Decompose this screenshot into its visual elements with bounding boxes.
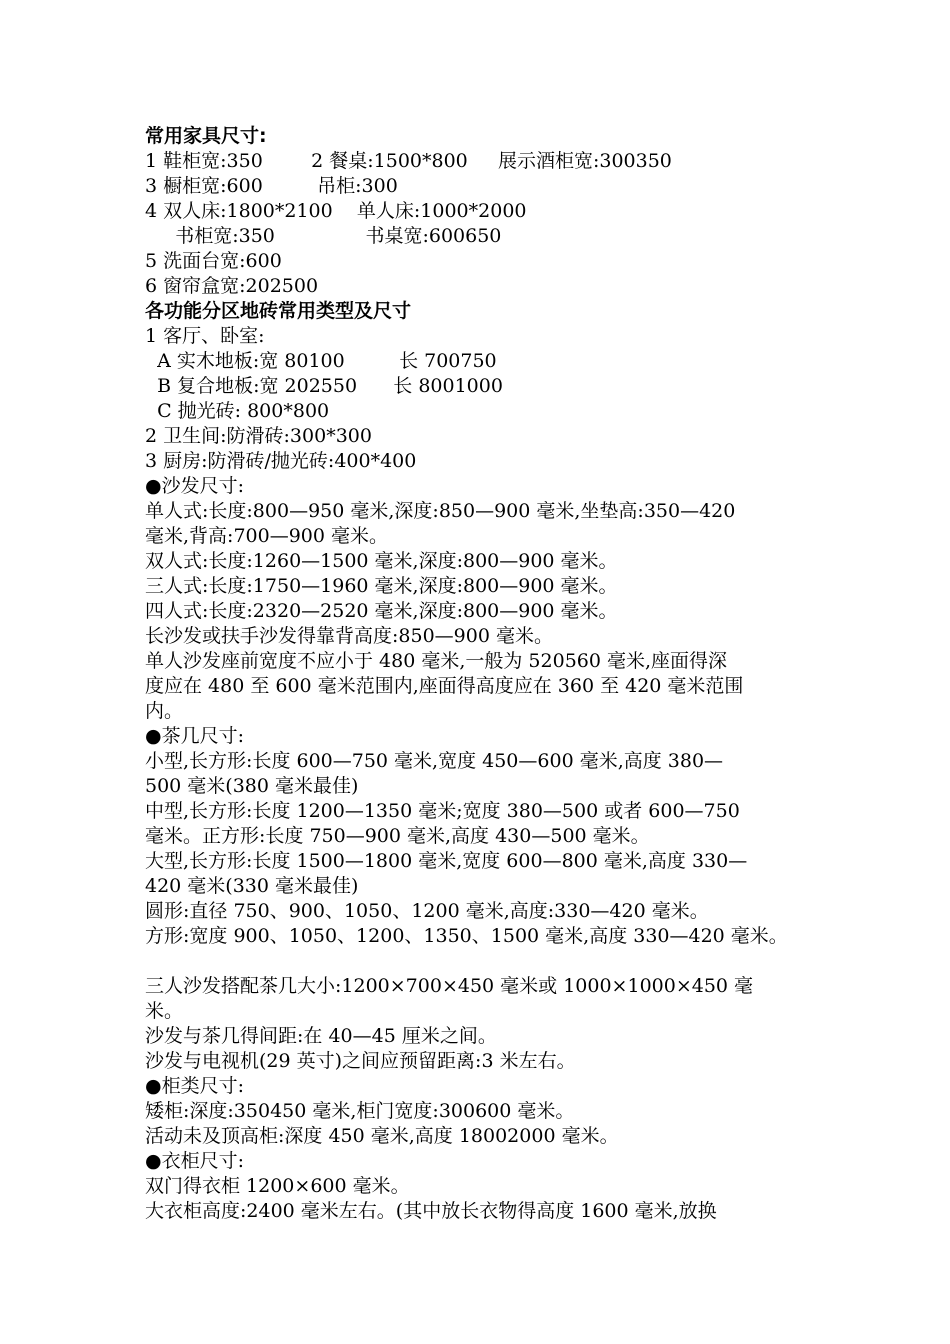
body-line: 中型,长方形:长度 1200—1350 毫米;宽度 380—500 或者 600—750 [145,800,740,822]
body-line: 单人沙发座前宽度不应小于 480 毫米,一般为 520560 毫米,座面得深 [145,650,728,672]
body-line: 大型,长方形:长度 1500—1800 毫米,宽度 600—800 毫米,高度 330— [145,850,748,872]
tile-line: A 实木地板:宽 80100 长 700750 [145,350,497,372]
tile-line: C 抛光砖: 800*800 [145,400,330,422]
tile-line: 2 卫生间:防滑砖:300*300 [145,425,372,447]
body-line: 四人式:长度:2320—2520 毫米,深度:800—900 毫米。 [145,600,618,622]
sofa-heading: ●沙发尺寸: [145,475,244,497]
furniture-line: 4 双人床:1800*2100 单人床:1000*2000 [145,200,527,222]
body-line: 大衣柜高度:2400 毫米左右。(其中放长衣物得高度 1600 毫米,放换 [145,1200,717,1222]
body-line: 三人沙发搭配茶几大小:1200×700×450 毫米或 1000×1000×450 毫 [145,975,754,997]
furniture-line: 5 洗面台宽:600 [145,250,282,272]
body-line: 毫米。正方形:长度 750—900 毫米,高度 430—500 毫米。 [145,825,650,847]
wardrobe-heading: ●衣柜尺寸: [145,1150,244,1172]
body-line: 单人式:长度:800—950 毫米,深度:850—900 毫米,坐垫高:350—420 [145,500,736,522]
body-line: 毫米,背高:700—900 毫米。 [145,525,389,547]
body-line: 双人式:长度:1260—1500 毫米,深度:800—900 毫米。 [145,550,618,572]
body-line: 内。 [145,700,184,722]
body-line: 双门得衣柜 1200×600 毫米。 [145,1175,410,1197]
furniture-line: 书柜宽:350 书桌宽:600650 [145,225,502,247]
body-line: 米。 [145,1000,184,1022]
body-line: 三人式:长度:1750—1960 毫米,深度:800—900 毫米。 [145,575,618,597]
blank-line [145,949,835,974]
body-line: 500 毫米(380 毫米最佳) [145,775,359,797]
body-line: 长沙发或扶手沙发得靠背高度:850—900 毫米。 [145,625,553,647]
tea-table-heading: ●茶几尺寸: [145,725,244,747]
furniture-heading: 常用家具尺寸: [145,125,267,147]
tile-heading: 各功能分区地砖常用类型及尺寸 [145,300,412,322]
furniture-line: 6 窗帘盒宽:202500 [145,275,319,297]
body-line: 圆形:直径 750、900、1050、1200 毫米,高度:330—420 毫米。 [145,900,709,922]
body-line: 矮柜:深度:350450 毫米,柜门宽度:300600 毫米。 [145,1100,575,1122]
tile-line: 3 厨房:防滑砖/抛光砖:400*400 [145,450,417,472]
body-line: 度应在 480 至 600 毫米范围内,座面得高度应在 360 至 420 毫米范围 [145,675,744,697]
tile-line: 1 客厅、卧室: [145,325,265,347]
body-line: 沙发与茶几得间距:在 40—45 厘米之间。 [145,1025,497,1047]
body-line: 420 毫米(330 毫米最佳) [145,875,359,897]
body-line: 方形:宽度 900、1050、1200、1350、1500 毫米,高度 330—420 毫米。 [145,925,788,947]
body-line: 沙发与电视机(29 英寸)之间应预留距离:3 米左右。 [145,1050,576,1072]
body-line: 小型,长方形:长度 600—750 毫米,宽度 450—600 毫米,高度 380— [145,750,724,772]
furniture-line: 3 橱柜宽:600 吊柜:300 [145,175,398,197]
cabinet-heading: ●柜类尺寸: [145,1075,244,1097]
body-line: 活动未及顶高柜:深度 450 毫米,高度 18002000 毫米。 [145,1125,619,1147]
tile-line: B 复合地板:宽 202550 长 8001000 [145,375,503,397]
furniture-line: 1 鞋柜宽:350 2 餐桌:1500*800 展示酒柜宽:300350 [145,150,672,172]
